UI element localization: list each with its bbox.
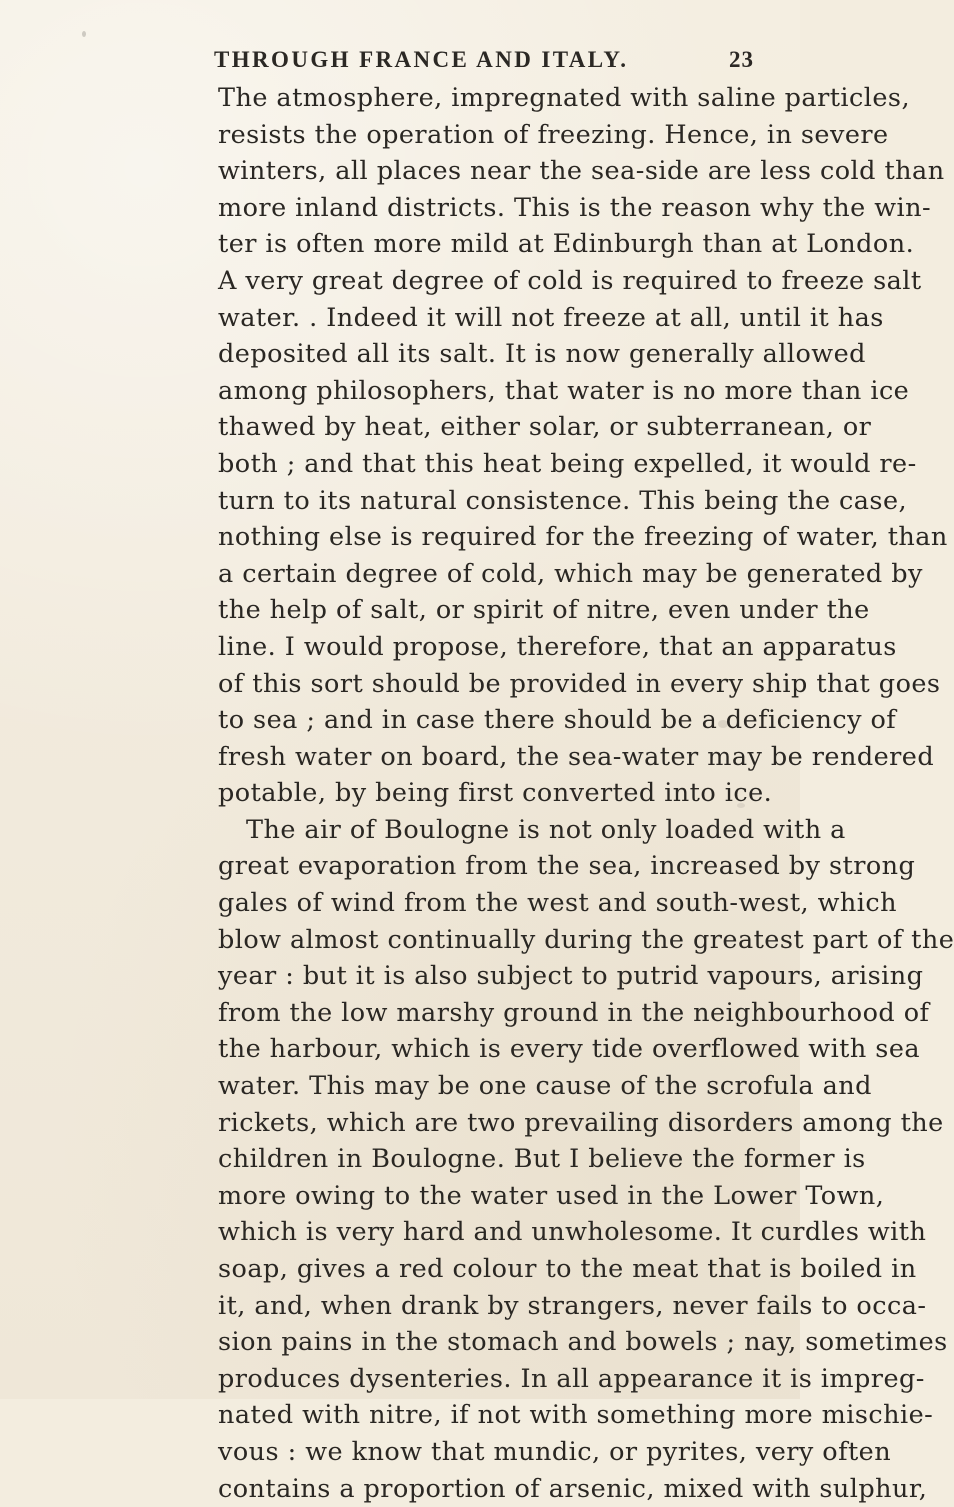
text-line: gales of wind from the west and south-west, which bbox=[218, 888, 898, 919]
page-number: 23 bbox=[729, 47, 754, 72]
text-line: The atmosphere, impregnated with saline particles, bbox=[218, 83, 910, 113]
text-line: turn to its natural consistence. This being the case, bbox=[218, 485, 908, 516]
text-line: winters, all places near the sea-side are less cold than bbox=[218, 156, 945, 187]
text-line: deposited all its salt. It is now generally allowed bbox=[218, 339, 866, 370]
text-line: sion pains in the stomach and bowels ; nay, sometimes bbox=[218, 1327, 948, 1358]
text-line: a certain degree of cold, which may be generated by bbox=[218, 558, 923, 589]
text-line: both ; and that this heat being expelled, it would re- bbox=[218, 448, 917, 479]
text-line: blow almost continually during the greatest part of the bbox=[218, 924, 954, 955]
text-line: more owing to the water used in the Lower Town, bbox=[218, 1180, 885, 1211]
text-line: from the low marshy ground in the neighbourhood of bbox=[218, 997, 930, 1028]
text-line: nothing else is required for the freezing of water, than bbox=[218, 522, 948, 553]
text-line: ter is often more mild at Edinburgh than at London. bbox=[218, 229, 915, 260]
text-line: contains a proportion of arsenic, mixed with sulphur, bbox=[218, 1473, 928, 1504]
text-line: the harbour, which is every tide overflowed with sea bbox=[218, 1034, 921, 1065]
text-line: line. I would propose, therefore, that an apparatus bbox=[218, 631, 897, 662]
text-line: potable, by being first converted into ice. bbox=[218, 778, 773, 809]
text-line: year : but it is also subject to putrid vapours, arising bbox=[218, 961, 924, 992]
text-line: vous : we know that mundic, or pyrites, very often bbox=[218, 1436, 892, 1467]
text-line: great evaporation from the sea, increased by strong bbox=[218, 851, 916, 882]
text-line: soap, gives a red colour to the meat that is boiled in bbox=[218, 1254, 917, 1284]
body-text bbox=[218, 80, 954, 1507]
text-line: fresh water on board, the sea-water may be rendered bbox=[218, 741, 935, 772]
text-line: of this sort should be provided in every ship that goes bbox=[218, 668, 941, 699]
text-line: resists the operation of freezing. Hence, in severe bbox=[218, 119, 889, 150]
text-line: the help of salt, or spirit of nitre, even under the bbox=[218, 595, 870, 626]
text-line: it, and, when drank by strangers, never fails to occa- bbox=[218, 1290, 927, 1321]
text-line: among philosophers, that water is no more than ice bbox=[218, 375, 910, 406]
paper-spot bbox=[82, 31, 86, 37]
text-line: produces dysenteries. In all appearance it is impreg- bbox=[218, 1363, 925, 1394]
text-line: A very great degree of cold is required to freeze salt bbox=[218, 265, 922, 296]
text-line: water. This may be one cause of the scrofula and bbox=[218, 1071, 872, 1102]
text-line: thawed by heat, either solar, or subterranean, or bbox=[218, 412, 872, 443]
text-line: which is very hard and unwholesome. It curdles with bbox=[218, 1217, 927, 1248]
text-line: more inland districts. This is the reason why the win- bbox=[218, 192, 932, 223]
paragraph-start-line: The air of Boulogne is not only loaded with a bbox=[246, 814, 846, 845]
text-line: rickets, which are two prevailing disorders among the bbox=[218, 1107, 944, 1138]
text-line: water. . Indeed it will not freeze at all, until it has bbox=[218, 302, 884, 333]
text-line: nated with nitre, if not with something more mischie- bbox=[218, 1400, 934, 1431]
running-title: THROUGH FRANCE AND ITALY. bbox=[214, 47, 629, 72]
text-line: to sea ; and in case there should be a deficiency of bbox=[218, 705, 897, 736]
page-header bbox=[214, 47, 754, 81]
text-line: children in Boulogne. But I believe the former is bbox=[218, 1144, 866, 1175]
